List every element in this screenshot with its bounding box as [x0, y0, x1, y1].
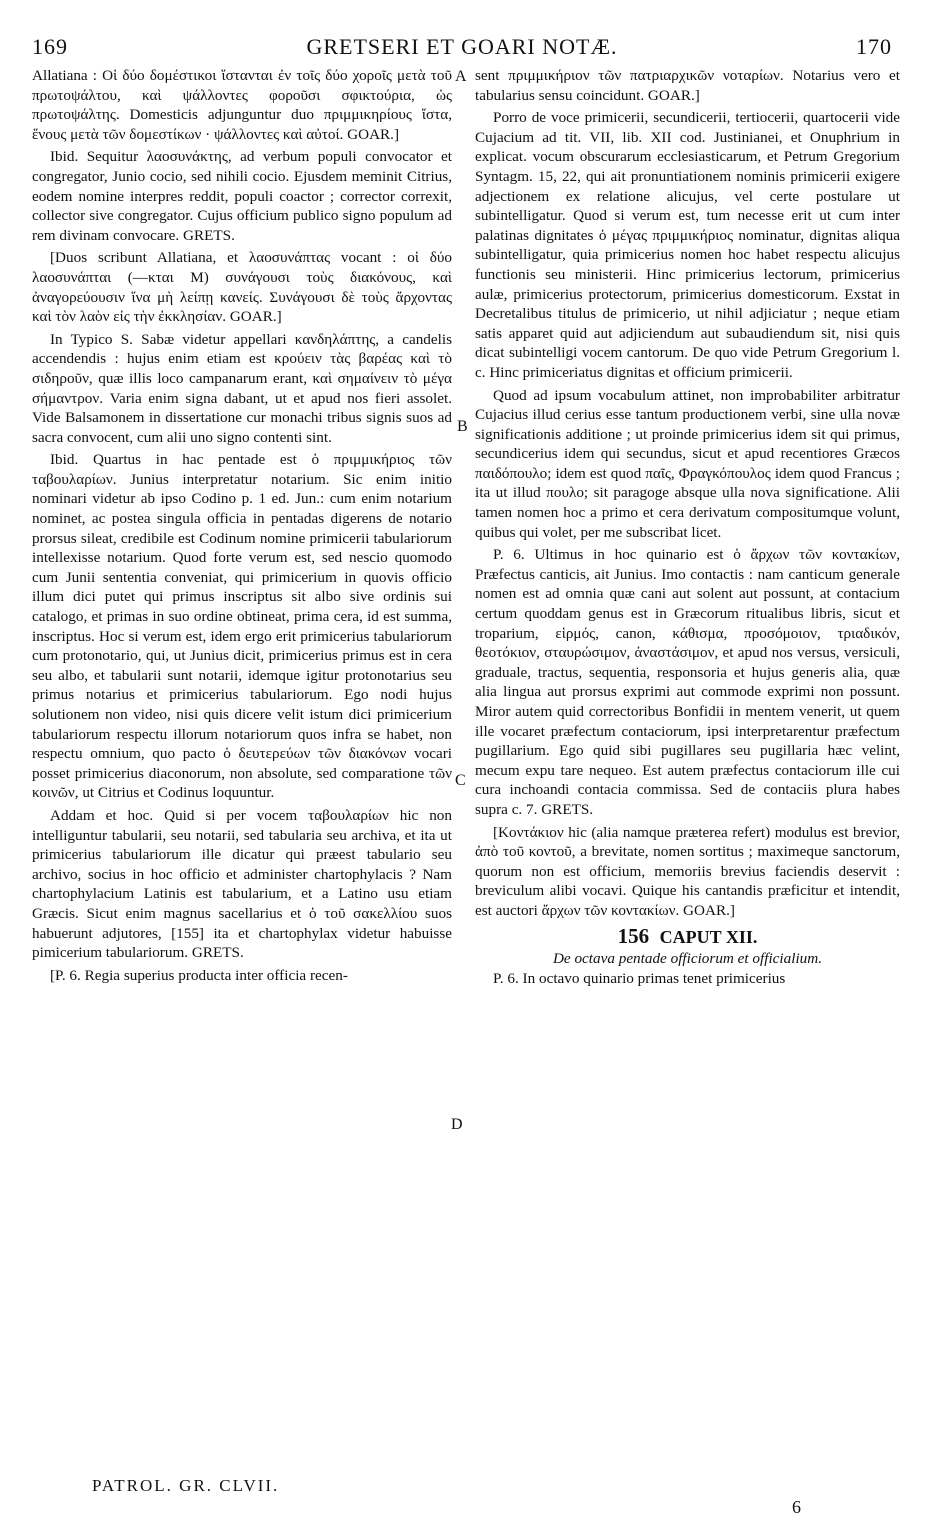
- paragraph: [Κοντάκιον hic (alia namque præterea refert) modulus est brevior, ἀπὸ τοῦ κοντοῦ, a brevitate, nomen sortitus ; maximeque sanctorum, quorum non est officium, memoriis brevius faciendis deservit : breviculum alibi vocavi. Quique his cantandis præficitur et intendit, est auctori ἄρχων τῶν κοντακίων. GOAR.]: [475, 823, 900, 919]
- footer-signature: 6: [792, 1497, 801, 1517]
- chapter-title: CAPUT XII.: [659, 926, 758, 947]
- paragraph: Ibid. Sequitur λαοσυνάκτης, ad verbum populi convocator et congregator, Junio cocio, sed nihili cocio. Ejusdem meminit Citrius, eodem nomine interpres reddit, populi coactor ; corrector correxit, collector sive congregator. Cujus officium publico signo populum ad rem divinam convocare. GRETS.: [32, 148, 452, 244]
- paragraph: Addam et hoc. Quid si per vocem ταβουλαρίων hic non intelliguntur tabularii, seu notarii, sed tabularia seu archiva, et ita ut primicerius tabulariorum ille dicatur qui præest tabulario seu archivo, socius in hoc officio et administer chartophylacis ? Nam chartophylacium Latinis est tabularium, et a Latino usu etiam Græcis. Sicut enim magnus sacellarius et ὁ τοῦ σακελλίου suos habuerunt adjutores, [155] ita et chartophylax videtur habuisse pimicerium tabulariorum. GRETS.: [32, 806, 452, 962]
- footer-series: PATROL. GR. CLVII.: [92, 1476, 280, 1495]
- paragraph: Allatiana : Οἱ δύο δομέστικοι ἵστανται ἐν τοῖς δύο χοροῖς μετὰ τοῦ πρωτοψάλτου, καὶ ψάλλοντες φοροῦσι σφικτούρια, ὡς πρωτοψάλτης. Domesticis adjunguntur duo πριμμικηρίους ἴστα, ἕνους μετὰ τῶν δομεστίκων · ψάλλοντες καὶ αὐτοί. GOAR.]: [32, 67, 452, 143]
- paragraph: Ibid. Quartus in hac pentade est ὁ πριμμικήριος τῶν ταβουλαρίων. Junius interpretatur notarium. Sic enim initio nominari videtur ab ipso Codino p. 1 ed. Jun.: cum enim notarium nominet, ac postea singula officia in pentadas digerens de notario prorsus sileat, credibile est Codinum nomine primicerii tabulariorum intellexisse notarium. Quod forte verum est, sed nescio quomodo cum Junii sententia conveniat, qui primicerium in quovis officio illum dici putet qui primus inscriptus sit albo sive ordinis sui catalogo, et primas in suo ordine obtineat, prima cera, id est summa, inscriptus. Hoc si verum est, idem ergo erit primicerius tabulariorum cum protonotario, qui, ut Junius dicit, primicerius primus est in cera seu albo, et tabularii sunt notarii, idemque igitur protonotarius seu primus notarius et primicerius tabulariorum. Ego nodi hujus solutionem non video, nisi quis dicere velit istum dici primicerium tabulariorum respectu illorum notariorum quos infra se habet, non respectu omnium, quo pacto ὁ δευτερεύων τῶν διακόνων vocari posset primicerius diaconorum, non absolute, sed comparatione τῶν κοινῶν, ut Citrius et Codinus loquuntur.: [32, 451, 452, 802]
- chapter-subtitle: De octava pentade officiorum et officialium.: [552, 950, 823, 968]
- chapter-number: 156: [617, 923, 650, 948]
- margin-letter-a: A: [455, 68, 467, 85]
- page-number-left: 169: [32, 34, 68, 59]
- paragraph: [Duos scribunt Allatiana, et λαοσυνάπτας vocant : οἱ δύο λαοσυνάπται (—κται M) συνάγουσι τοὺς διακόνους, καὶ ἀναγορεύουσιν ἵνα μὴ λείπῃ κανείς. Συνάγουσι δὲ τοὺς ἄρχοντας καὶ τὸν λαὸν εἰς τὴν ἐκκλησίαν. GOAR.]: [32, 249, 452, 326]
- paragraph: Quod ad ipsum vocabulum attinet, non improbabiliter arbitratur Cujacius illud cerius esse tantum productionem verbi, sine ulla novæ significationis additione ; ut proinde primicerius idem sit qui primus, secundicerius idem qui secundus, sicut et apud recentiores Græcos παιδόπουλο; idem est quod παῖς, Φραγκόπουλος idem quod Francus ; ita ut illud πουλο; sit paragoge absque ulla nova significatione. Alii tamen nomen hoc a primo et cera derivatum compositumque volunt, quibus qui volet, per me subscribat licet.: [475, 386, 900, 541]
- margin-letter-b: B: [457, 418, 468, 435]
- page-number-right: 170: [856, 34, 892, 59]
- paragraph: Porro de voce primicerii, secundicerii, tertiocerii, quartocerii vide Cujacium ad tit. VII, lib. XII cod. Justinianei, et Onuphrium in explicat. vocum obscurarum ecclesiasticarum, et Petrum Gregorium Syntagm. 15, 22, qui ait pronuntiationem nominis primicerii exigere adjectionem ex relatione alicujus, vel certe postulare ut subintelligatur. Quod si verum est, tum necesse erit ut cum inter palatinas dignitates ὁ μέγας πριμμικήριος nominatur, dignitas aliqua subintelligatur, quia primicerius nomen hoc habet respectu alicujus functionis seu ministerii. Hinc primicerius lectorum, primicerius aulæ, primicerius protectorum, primicerius domesticorum. Exstat in Decretalibus titulus de primicerio, ut nihil adjiciatur ; neque etiam satis apparet quid aut adjiciendum aut subaudiendum sit, nisi quis dicat subintelligi vocem cantorum. De quo vide Petrum Gregorium l. c. Hinc primiceriatus dignitas et officium primicerii.: [475, 109, 900, 381]
- running-header: [32, 34, 892, 64]
- paragraph: P. 6. Ultimus in hoc quinario est ὁ ἄρχων τῶν κοντακίων, Præfectus canticis, ait Junius. Imo contactis : nam canticum generale nomen est ad omnia quæ cani aut solent aut possunt, at contacium certum quoddam genus est in Græcorum ritualibus libris, sicut et troparium, εἱρμός, canon, κάθισμα, προσόμοιον, τριαδικόν, θεοτόκιον, σταυρώσιμον, ἀναστάσιμον, et apud nos versus, versiculi, graduale, tractus, sequentia, responsoria et hujus generis alia, quæ alia lingua aut prorsus exprimi aut commode exprimi non possunt. Miror autem quid correctoribus Bonfidii in mentem venerit, ut quem ille vocaret præfectum contaciorum, ipsi interpretarentur præfectum pugillarium. Ego quid sibi pugillares seu pugillaria hæc velint, mecum expu tare nequeo. Est autem præfectus contaciorum ille cui cura inchoandi contacia commissa. Sed de contaciis plura habes supra c. 7. GRETS.: [475, 546, 900, 818]
- paragraph: P. 6. In octavo quinario primas tenet primicerius: [493, 969, 786, 987]
- paragraph: sent πριμμικήριον τῶν πατριαρχικῶν νοταρίων. Notarius vero et tabularius sensu coincidunt. GOAR.]: [475, 67, 900, 104]
- margin-letter-d: D: [451, 1116, 463, 1133]
- left-column: [32, 66, 452, 985]
- margin-letter-c: C: [455, 772, 466, 789]
- paragraph: [P. 6. Regia superius producta inter officia recen-: [50, 966, 348, 984]
- paragraph: In Typico S. Sabæ videtur appellari κανδηλάπτης, a candelis accendendis : hujus enim etiam est κρούειν τὰς βαρέας καὶ τὸ σιδηροῦν, quæ illis loco campanarum erant, καὶ σημαίνειν τὸ μέγα σήμαντρον. Varia enim signa dabant, ut et apud nos fieri assolet. Vide Balsamonem in dissertatione cur monachi tribus signis suos ad sacra convocent, cum alii uno signo contenti sint.: [32, 330, 452, 446]
- running-title: GRETSERI ET GOARI NOTÆ.: [306, 34, 618, 59]
- chapter-heading: [475, 923, 900, 948]
- right-column: [475, 66, 900, 988]
